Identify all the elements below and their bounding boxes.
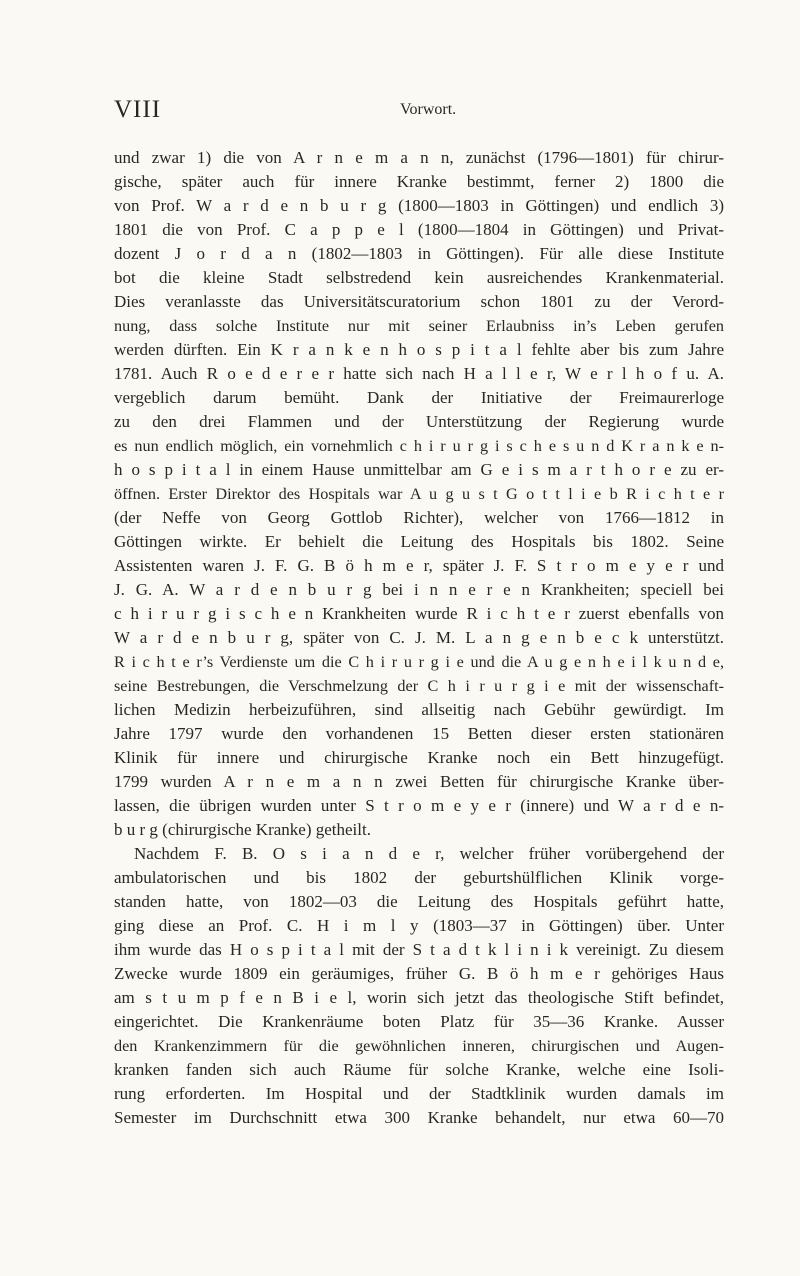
- text-line: W a r d e n b u r g, später von C. J. M. L a n g e n b e c k unterstützt.: [114, 628, 724, 647]
- text-line: es nun endlich möglich, ein vornehmlich c h i r u r g i s c h e s u n d K r a n k e n-: [114, 437, 724, 455]
- text-line: seine Bestrebungen, die Verschmelzung der C h i r u r g i e mit der wissenschaft-: [114, 677, 724, 695]
- text-line: werden dürften. Ein K r a n k e n h o s p i t a l fehlte aber bis zum Jahre: [114, 340, 724, 359]
- text-line: Dies veranlasste das Universitätscuratorium schon 1801 zu der Verord-: [114, 292, 724, 311]
- running-head: Vorwort.: [400, 101, 457, 118]
- text-line: ihm wurde das H o s p i t a l mit der S t a d t k l i n i k vereinigt. Zu diesem: [114, 940, 724, 959]
- text-line: b u r g (chirurgische Kranke) getheilt.: [114, 820, 371, 839]
- text-line: Göttingen wirkte. Er behielt die Leitung des Hospitals bis 1802. Seine: [114, 532, 724, 551]
- text-line: 1799 wurden A r n e m a n n zwei Betten für chirurgische Kranke über-: [114, 772, 724, 791]
- text-line: Nachdem F. B. O s i a n d e r, welcher früher vorübergehend der: [134, 844, 724, 863]
- text-line: zu den drei Flammen und der Unterstützung der Regierung wurde: [114, 412, 724, 431]
- page-number: VIII: [114, 96, 162, 123]
- text-line: gische, später auch für innere Kranke bestimmt, ferner 2) 1800 die: [114, 172, 724, 191]
- text-line: c h i r u r g i s c h e n Krankheiten wurde R i c h t e r zuerst ebenfalls von: [114, 604, 724, 623]
- text-line: 1801 die von Prof. C a p p e l (1800—1804 in Göttingen) und Privat-: [114, 220, 724, 239]
- text-line: ambulatorischen und bis 1802 der geburtshülflichen Klinik vorge-: [114, 868, 724, 887]
- text-line: Zwecke wurde 1809 ein geräumiges, früher G. B ö h m e r gehöriges Haus: [114, 964, 724, 983]
- text-line: Assistenten waren J. F. G. B ö h m e r, später J. F. S t r o m e y e r und: [114, 556, 724, 575]
- page-header: [114, 96, 724, 126]
- text-line: nung, dass solche Institute nur mit seiner Erlaubniss in’s Leben gerufen: [114, 317, 724, 335]
- text-line: lassen, die übrigen wurden unter S t r o m e y e r (innere) und W a r d e n-: [114, 796, 724, 815]
- text-line: öffnen. Erster Direktor des Hospitals war A u g u s t G o t t l i e b R i c h t e r: [114, 485, 724, 503]
- text-line: Semester im Durchschnitt etwa 300 Kranke behandelt, nur etwa 60—70: [114, 1108, 724, 1127]
- text-line: h o s p i t a l in einem Hause unmittelbar am G e i s m a r t h o r e zu er-: [114, 460, 724, 479]
- text-line: am s t u m p f e n B i e l, worin sich jetzt das theologische Stift befindet,: [114, 988, 724, 1007]
- text-line: vergeblich darum bemüht. Dank der Initiative der Freimaurerloge: [114, 388, 724, 407]
- text-line: J. G. A. W a r d e n b u r g bei i n n e r e n Krankheiten; speciell bei: [114, 580, 724, 599]
- body-text: [114, 146, 724, 1130]
- text-line: und zwar 1) die von A r n e m a n n, zunächst (1796—1801) für chirur-: [114, 148, 724, 167]
- text-line: rung erforderten. Im Hospital und der Stadtklinik wurden damals im: [114, 1084, 724, 1103]
- text-line: (der Neffe von Georg Gottlob Richter), welcher von 1766—1812 in: [114, 508, 724, 527]
- text-line: den Krankenzimmern für die gewöhnlichen inneren, chirurgischen und Augen-: [114, 1037, 724, 1055]
- text-line: eingerichtet. Die Krankenräume boten Platz für 35—36 Kranke. Ausser: [114, 1012, 724, 1031]
- text-line: lichen Medizin herbeizuführen, sind allseitig nach Gebühr gewürdigt. Im: [114, 700, 724, 719]
- text-line: R i c h t e r’s Verdienste um die C h i r u r g i e und die A u g e n h e i l k u n d e,: [114, 653, 724, 671]
- text-line: standen hatte, von 1802—03 die Leitung des Hospitals geführt hatte,: [114, 892, 724, 911]
- text-line: Klinik für innere und chirurgische Kranke noch ein Bett hinzugefügt.: [114, 748, 724, 767]
- text-line: ging diese an Prof. C. H i m l y (1803—37 in Göttingen) über. Unter: [114, 916, 724, 935]
- text-line: von Prof. W a r d e n b u r g (1800—1803 in Göttingen) und endlich 3): [114, 196, 724, 215]
- text-line: bot die kleine Stadt selbstredend kein ausreichendes Krankenmaterial.: [114, 268, 724, 287]
- text-line: 1781. Auch R o e d e r e r hatte sich nach H a l l e r, W e r l h o f u. A.: [114, 364, 724, 383]
- text-line: Jahre 1797 wurde den vorhandenen 15 Betten dieser ersten stationären: [114, 724, 724, 743]
- text-line: dozent J o r d a n (1802—1803 in Göttingen). Für alle diese Institute: [114, 244, 724, 263]
- text-line: kranken fanden sich auch Räume für solche Kranke, welche eine Isoli-: [114, 1060, 724, 1079]
